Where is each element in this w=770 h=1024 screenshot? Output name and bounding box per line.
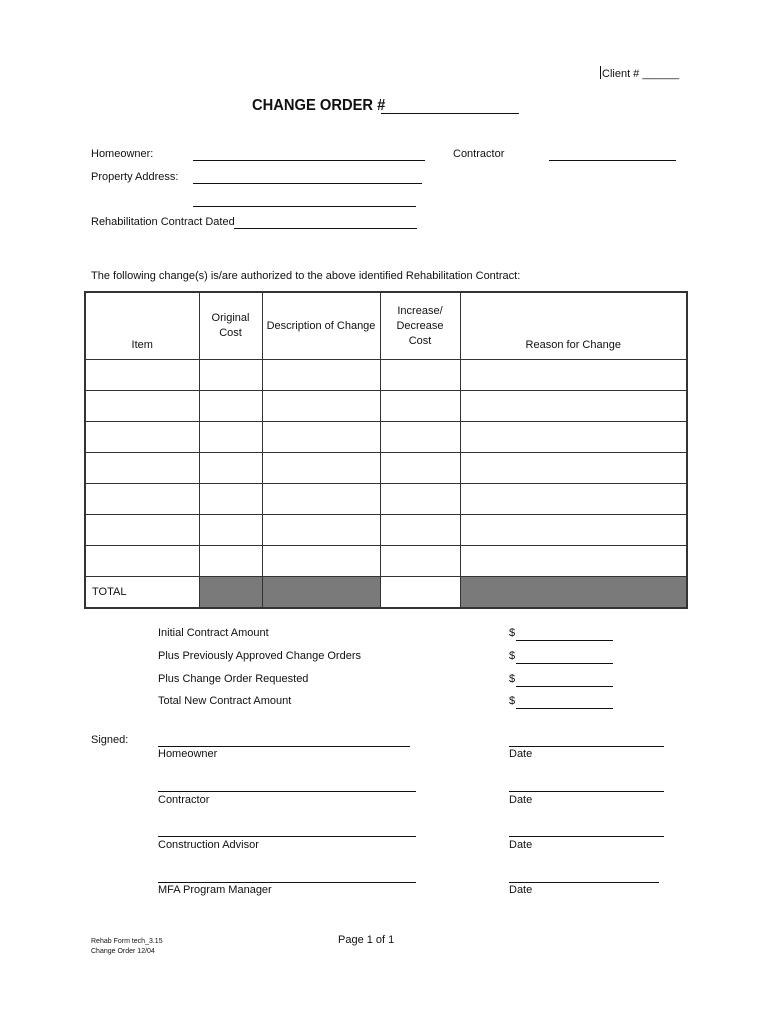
- summary-total-field[interactable]: [516, 695, 613, 709]
- mfa-manager-date-label: Date: [509, 884, 533, 896]
- cell-reason[interactable]: [460, 515, 687, 546]
- cell-reason[interactable]: [460, 360, 687, 391]
- summary-previous-field[interactable]: [516, 650, 613, 664]
- cell-item[interactable]: [85, 391, 199, 422]
- cell-item[interactable]: [85, 422, 199, 453]
- signed-label: Signed:: [91, 734, 129, 746]
- homeowner-date-label: Date: [509, 748, 533, 760]
- header-original-cost-text: Original Cost: [211, 312, 250, 339]
- cell-description[interactable]: [262, 515, 380, 546]
- advisor-date-field[interactable]: [509, 823, 664, 837]
- header-original-cost: [199, 292, 262, 360]
- contractor-field[interactable]: [549, 147, 676, 161]
- cell-reason[interactable]: [460, 484, 687, 515]
- cell-reason[interactable]: [460, 422, 687, 453]
- contractor-date-field[interactable]: [509, 778, 664, 792]
- table-row: [85, 515, 687, 546]
- homeowner-signature-field[interactable]: [158, 733, 410, 747]
- header-item: Item: [85, 292, 199, 360]
- cell-original-cost[interactable]: [199, 391, 262, 422]
- cell-original-cost[interactable]: [199, 360, 262, 391]
- cell-increase-decrease[interactable]: [380, 546, 460, 577]
- table-row: [85, 391, 687, 422]
- mfa-manager-signature-label: MFA Program Manager: [158, 884, 272, 896]
- cell-item[interactable]: [85, 360, 199, 391]
- rehab-contract-date-field[interactable]: [234, 215, 417, 229]
- property-address-field-line2[interactable]: [193, 193, 416, 207]
- cell-description[interactable]: [262, 422, 380, 453]
- mfa-manager-date-field[interactable]: [509, 869, 659, 883]
- cell-increase-decrease[interactable]: [380, 360, 460, 391]
- cell-increase-decrease[interactable]: [380, 484, 460, 515]
- contractor-label: Contractor: [453, 148, 505, 160]
- footer-form-id: Rehab Form tech_3.15: [91, 938, 163, 945]
- cell-original-cost[interactable]: [199, 515, 262, 546]
- homeowner-label: Homeowner:: [91, 148, 154, 160]
- table-row: [85, 546, 687, 577]
- cell-increase-decrease[interactable]: [380, 391, 460, 422]
- total-label: TOTAL: [85, 577, 199, 609]
- summary-total-label: Total New Contract Amount: [158, 695, 292, 707]
- page-title: [252, 97, 385, 115]
- cell-description[interactable]: [262, 453, 380, 484]
- cell-increase-decrease[interactable]: [380, 515, 460, 546]
- header-reason: Reason for Change: [460, 292, 687, 360]
- cell-reason[interactable]: [460, 453, 687, 484]
- change-table: [84, 291, 688, 609]
- homeowner-date-field[interactable]: [509, 733, 664, 747]
- summary-total-dollar: $: [509, 695, 516, 707]
- summary-requested-dollar: $: [509, 673, 516, 685]
- property-address-label: Property Address:: [91, 171, 179, 183]
- table-total-row: [85, 577, 687, 609]
- cell-original-cost[interactable]: [199, 484, 262, 515]
- contractor-signature-field[interactable]: [158, 778, 416, 792]
- cell-item[interactable]: [85, 484, 199, 515]
- footer-form-name: Change Order 12/04: [91, 948, 155, 955]
- total-reason-shaded: [460, 577, 687, 609]
- table-row: [85, 484, 687, 515]
- cell-reason[interactable]: [460, 391, 687, 422]
- page-number: Page 1 of 1: [338, 934, 395, 946]
- summary-requested-field[interactable]: [516, 673, 613, 687]
- cell-reason[interactable]: [460, 546, 687, 577]
- table-row: [85, 453, 687, 484]
- total-description-shaded: [262, 577, 380, 609]
- change-order-number-field[interactable]: [381, 97, 519, 114]
- summary-initial-dollar: $: [509, 627, 516, 639]
- contractor-signature-label: Contractor: [158, 794, 210, 806]
- cell-description[interactable]: [262, 546, 380, 577]
- summary-initial-field[interactable]: [516, 627, 613, 641]
- homeowner-field[interactable]: [193, 147, 425, 161]
- text-cursor: [600, 66, 601, 79]
- cell-original-cost[interactable]: [199, 546, 262, 577]
- advisor-date-label: Date: [509, 839, 533, 851]
- cell-increase-decrease[interactable]: [380, 453, 460, 484]
- total-original-cost-shaded: [199, 577, 262, 609]
- cell-description[interactable]: [262, 360, 380, 391]
- intro-text: The following change(s) is/are authorized to the above identified Rehabilitation Contract:: [91, 270, 521, 282]
- cell-original-cost[interactable]: [199, 453, 262, 484]
- cell-increase-decrease[interactable]: [380, 422, 460, 453]
- cell-item[interactable]: [85, 515, 199, 546]
- homeowner-signature-label: Homeowner: [158, 748, 218, 760]
- cell-description[interactable]: [262, 484, 380, 515]
- header-increase-decrease-text: Increase/ Decrease Cost: [396, 304, 444, 347]
- cell-original-cost[interactable]: [199, 422, 262, 453]
- summary-requested-label: Plus Change Order Requested: [158, 673, 309, 685]
- cell-item[interactable]: [85, 546, 199, 577]
- client-number-label: [600, 66, 679, 80]
- cell-item[interactable]: [85, 453, 199, 484]
- summary-previous-label: Plus Previously Approved Change Orders: [158, 650, 361, 662]
- header-increase-decrease: [380, 292, 460, 360]
- total-increase-decrease-cell[interactable]: [380, 577, 460, 609]
- mfa-manager-signature-field[interactable]: [158, 869, 416, 883]
- advisor-signature-field[interactable]: [158, 823, 416, 837]
- table-row: [85, 360, 687, 391]
- property-address-field-line1[interactable]: [193, 170, 422, 184]
- table-header-row: [85, 292, 687, 360]
- table-row: [85, 422, 687, 453]
- rehab-contract-dated-label: Rehabilitation Contract Dated: [91, 216, 235, 228]
- advisor-signature-label: Construction Advisor: [158, 839, 259, 851]
- client-number-text: Client # ______: [602, 68, 680, 80]
- header-description: Description of Change: [262, 292, 380, 360]
- cell-description[interactable]: [262, 391, 380, 422]
- summary-initial-label: Initial Contract Amount: [158, 627, 269, 639]
- summary-previous-dollar: $: [509, 650, 516, 662]
- contractor-date-label: Date: [509, 794, 533, 806]
- title-text: CHANGE ORDER #: [252, 97, 386, 114]
